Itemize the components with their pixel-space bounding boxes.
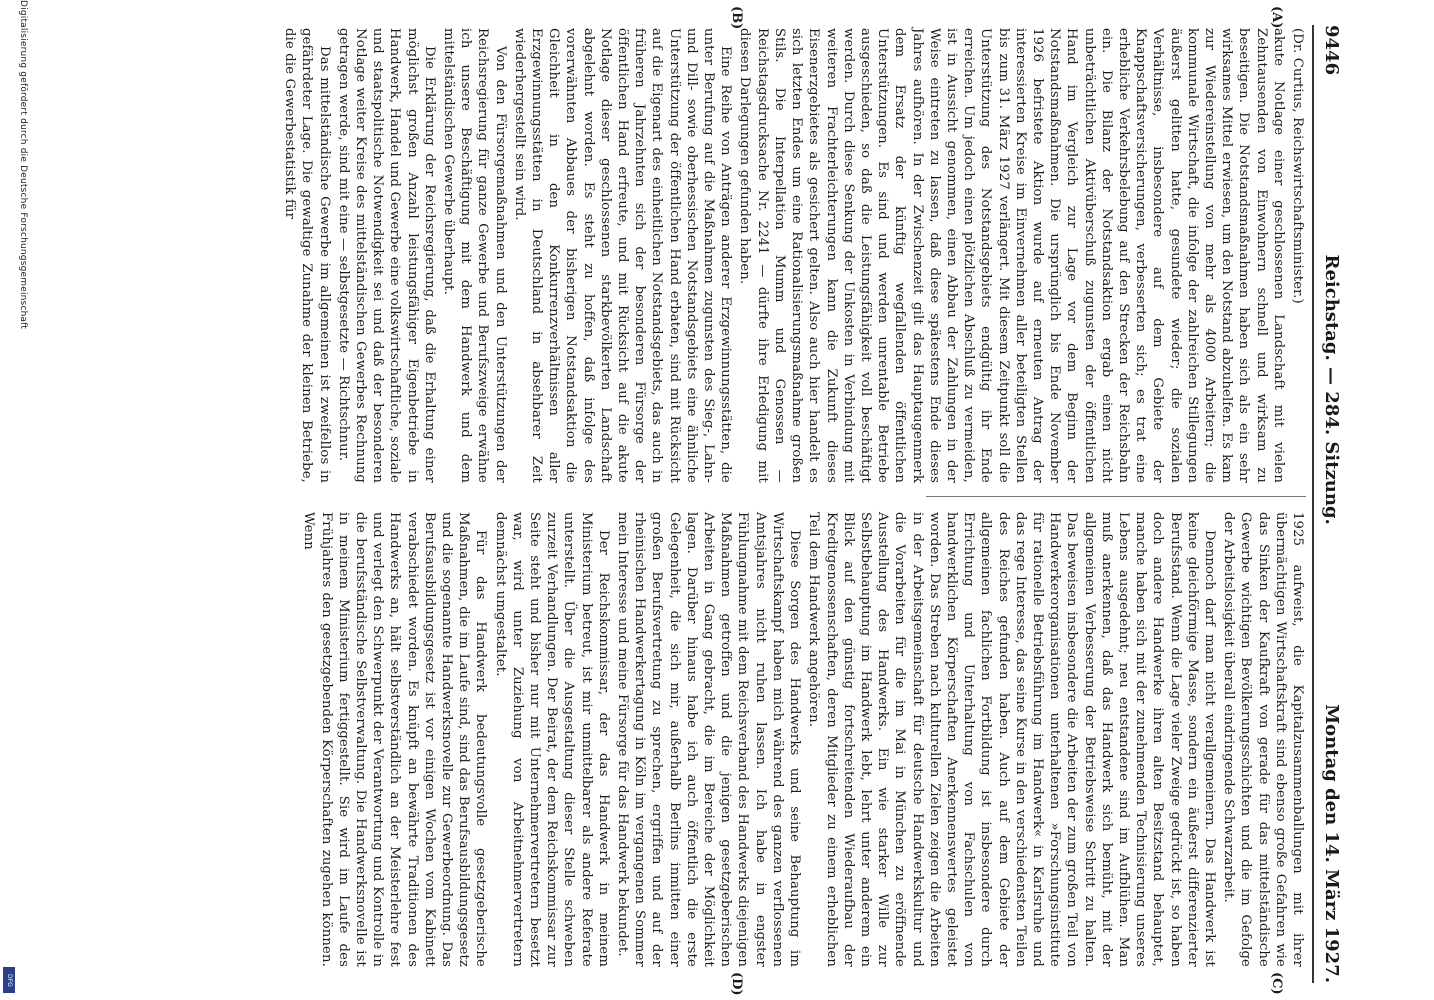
paragraph: Für das Handwerk bedeutungsvolle gesetzgeberische Maßnahmen, die im Laufe sind, sind das Berufsausbildungsgesetz und die sogenannte Handwerksnovelle zur Gewerbeordnung. Das Berufsausbildungsgesetz ist vor einigen Wochen vom Kabinett verabschiedet worden. Es knüpft an bewährte Traditionen des Handwerks an, hält selbstverständlich an der Meisterlehre fest und verlegt den Schwerpunkt der Verantwortung und Kontrolle in die berufsständische Selbstverwaltung. Die Handwerksnovelle ist in meinem Ministerium fertiggestellt. Sie wird im Laufe des Frühjahres den gesetzgebenden Körperschaften zugehen können. Wenn: [301, 512, 489, 967]
right-column: [298, 512, 1306, 967]
paragraph: Von den Fürsorgemaßnahmen und den Unterstützungen der Reichsregierung für ganze Gewerbe und Berufszweige erwähne ich unsere Beschäftigung mit dem Handwerk und dem mittelständischen Gewerbe überhaupt.: [441, 28, 508, 483]
margin-marker-b: (B): [729, 6, 744, 30]
paragraph: Der Reichskommissar, der das Handwerk in meinem Ministerium betreut, ist mir unmittelbarer als andere Referate unterstellt. Über die Ausgestaltung dieser Stelle schweben zurzeit Verhandlungen. Der Beirat, der dem Reichskommissar zur Seite steht und bisher nur mit Unternehmervertretern besetzt war, wird unter Zuziehung von Arbeitnehmervertretern demnächst umgestaltet.: [492, 512, 611, 967]
paragraph: Die Erklärung der Reichsregierung, daß die Erhaltung einer möglichst großen Anzahl leistungsfähiger Eigenbetriebe in Handwerk, Handel und Gewerbe eine volkswirtschaftliche, soziale und staatspolitische Notwendigkeit sei und daß der besonderen Notlage weiter Kreise des mittelständischen Gewerbes Rechnung getragen werde, sind mit eine — selbstgesetzte — Richtschnur.: [335, 28, 437, 483]
credit-text: Digitalisierung gefördert durch die Deutsche Forschungsgemeinschaft: [18, 0, 28, 330]
page-number: 9446: [1321, 25, 1343, 76]
digitization-credit: [2, 0, 28, 1000]
paragraph: akute Notlage einer geschlossenen Landschaft mit vielen Zehntausenden von Einwohnern schnell und wirksam zu beseitigen. Die Notstandsmaßnahmen haben sich als ein sehr wirksames Mittel erwiesen, um den Notstand abzuhelfen. Es kam zur Wiedereinstellung von mehr als 4000 Arbeitern; die kommunale Wirtschaft, die infolge der zahlreichen Stillegungen äußerst gelitten hatte, gesundete wieder; die sozialen Verhältnisse, insbesondere auf dem Gebiete der Knappschaftsversicherungen, verbesserten sich; es trat eine erhebliche Verkehrsbelebung auf den Strecken der Reichsbahn ein. Die Bilanz der Notstandsaktion ergab einen nicht unbeträchtlichen Aktivüberschuß zugunsten der öffentlichen Hand im Vergleich zur Lage vor dem Beginn der Notstandsmaßnahmen. Die ursprünglich bis Ende November 1926 befristete Aktion wurde auf erneuten Antrag der interessierten Kreise im Einvernehmen aller beteiligten Stellen bis zum 31. März 1927 verlängert. Mit diesem Zeitpunkt soll die Unterstützung des Notstandsgebiets endgültig ihr Ende erreichen. Um jedoch einen plötzlichen Abschluß zu vermeiden, ist in Aussicht genommen, einen Abbau der Zahlungen in der Weise eintreten zu lassen, daß diese spätestens Ende dieses Jahres aufhören. In der Zwischenzeit gilt das Hauptaugenmerk dem Ersatz der künftig wegfallenden öffentlichen Unterstützungen. Es sind und werden unrentable Betriebe ausgeschieden, so daß die Leistungsfähigkeit voll beschäftigt werden. Durch diese Senkung der Unkosten in Verbindung mit weiteren Frachterleichterungen kann die Zukunft dieses Eisenerzgebietes als gesichert gelten. Also auch hier handelt es sich letzten Endes um eine Rationalisierungsmaßnahme großen Stils. Die Interpellation Mumm und Genossen — Reichstagsdrucksache Nr. 2241 — dürfte ihre Erledigung mit diesen Darlegungen gefunden haben.: [737, 28, 1286, 483]
column-divider: [926, 496, 1306, 497]
left-column: [279, 28, 1306, 483]
page-header: [1318, 25, 1346, 983]
paragraph: Das mittelständische Gewerbe im allgemeinen ist zweifellos in gefährdeter Lage. Die gewaltige Zunahme der kleinen Betriebe, die die Gewerbestatistik für: [282, 28, 332, 483]
margin-marker-c: (C): [1269, 972, 1284, 995]
page-title: Reichstag. — 284. Sitzung.: [1321, 254, 1343, 525]
paragraph: Diese Sorgen des Handwerks und seine Behauptung im Wirtschaftskampf haben mich während des ganzen verflossenen Amtsjahres nicht ruhen lassen. Ich habe in engster Fühlungnahme mit dem Reichsverband des Handwerks diejenigen Maßnahmen getroffen und die jenigen gesetzgeberischen Arbeiten in Gang gebracht, die im Bereiche der Möglichkeit lagen. Darüber hinaus habe ich auch öffentlich die erste Gelegenheit, die sich mir, außerhalb Berlins inmitten einer großen Berufsvertretung zu sprechen, ergriffen und auf der rheinischen Handwerkertagung in Köln im vergangenen Sommer mein Interesse und meine Fürsorge für das Handwerk bekundet.: [615, 512, 803, 967]
header-rule: [1313, 25, 1315, 983]
margin-marker-d: (D): [729, 972, 744, 996]
session-date: Montag den 14. März 1927.: [1321, 704, 1343, 983]
margin-marker-a: (A): [1269, 6, 1284, 29]
speaker-line: (Dr. Curtius, Reichswirtschaftsminister.): [1290, 28, 1305, 304]
dfg-logo-icon: DFG: [3, 967, 15, 993]
paragraph: Eine Reihe von Anträgen anderer Erzgewinnungsstätten, die unter Berufung auf die Maßnahmen zugunsten des Sieg-, Lahn- und Dill- sowie oberhessischen Notstandsgebiets eine ähnliche Unterstützung der öffentlichen Hand erbaten, sind mit Rücksicht auf die Eigenart des einheitlichen Notstandsgebiets, das auch in früheren Jahrzehnten sich der besonderen Fürsorge der öffentlichen Hand erfreute, und mit Rücksicht auf die akute Notlage dieser geschlossenen starkbevölkerten Landschaft abgelehnt worden. Es steht zu hoffen, daß infolge des vorerwähnten Abbaues der bisherigen Notstandsaktion die Gleichheit in den Konkurrenzverhältnissen aller Erzgewinnungsstätten in Deutschland in absehbarer Zeit wiederhergestellt sein wird.: [511, 28, 734, 483]
paragraph: 1925 aufweist, die Kapitalzusammenballungen mit ihrer übermächtigen Wirtschaftskraft sind ebenso große Gefahren wie das Sinken der Kaufkraft von gerade für das mittelständische Gewerbe wichtigen Bevölkerungsschichten und die im Gefolge der Arbeitslosigkeit überall eindringende Schwarzarbeit.: [1221, 512, 1305, 967]
paragraph: Dennoch darf man nicht verallgemeinern. Das Handwerk ist keine gleichförmige Masse, sondern ein äußerst differenzierter Berufsstand. Wenn die Lage vieler Zweige gedrückt ist, so haben doch andere Handwerke ihren alten Besitzstand behauptet, manche haben sich mit der zunehmenden Technisierung unseres Lebens ausgedehnt; neu entstandene sind im Aufblühen. Man muß anerkennen, daß das Handwerk sich bemüht, mit der allgemeinen Verbesserung der Betriebsweise Schritt zu halten. Das beweisen insbesondere die Arbeiten der zum großen Teil von Handwerkerorganisationen unterhaltenen »Forschungsinstitute für rationelle Betriebsführung im Handwerk« in Karlsruhe und das rege Interesse, das seine Kurse in den verschiedensten Teilen des Reiches gefunden haben. Auch auf dem Gebiete der allgemeinen fachlichen Fortbildung ist insbesondere durch Errichtung und Unterhaltung von Fachschulen von handwerklichen Körperschaften Anerkennenswertes geleistet worden. Das Streben nach kulturellen Zielen zeigen die Arbeiten in der Arbeitsgemeinschaft für deutsche Handwerkskultur und die Vorarbeiten für die im Mai in München zu eröffnende Ausstellung des Handwerks. Ein wie starker Wille zur Selbstbehauptung im Handwerk lebt, lehrt unter anderem ein Blick auf den günstig fortschreitenden Wiederaufbau der Kreditgenossenschaften, deren Mitglieder zu einem erheblichen Teil dem Handwerk angehören.: [806, 512, 1217, 967]
